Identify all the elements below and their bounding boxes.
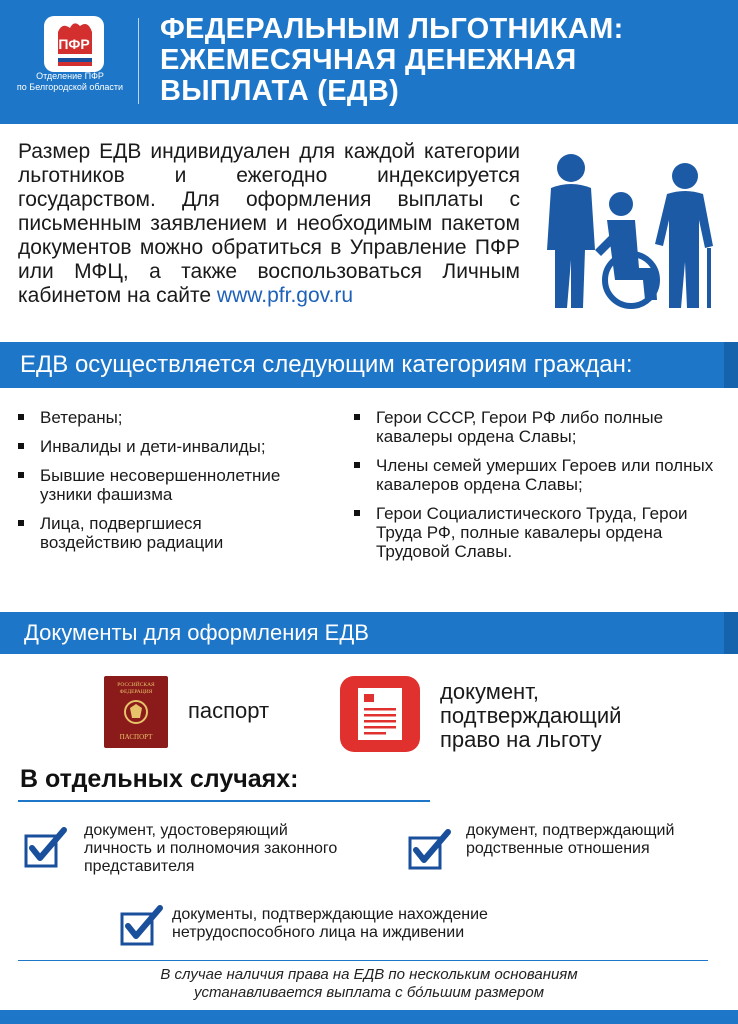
footer-note xyxy=(0,966,738,1002)
bullet-square-icon xyxy=(18,443,24,449)
categories-heading: ЕДВ осуществляется следующим категориям граждан: xyxy=(20,351,633,378)
passport-cover-bottom: ПАСПОРТ xyxy=(119,733,153,741)
checkbox-checked-icon xyxy=(24,826,72,870)
list-item-text: Лица, подвергшиеся воздействию радиации xyxy=(40,514,224,552)
logo-caption-line1: Отделение ПФР xyxy=(36,71,104,81)
passport-image xyxy=(104,676,168,748)
checkbox-checked-icon xyxy=(408,828,456,872)
documents-heading: Документы для оформления ЕДВ xyxy=(24,620,369,645)
list-item-text: Герои Социалистического Труда, Герои Труда РФ, полные кавалеры ордена Трудовой Славы. xyxy=(376,504,688,561)
bullet-square-icon xyxy=(18,520,24,526)
passport-cover-line1: РОССИЙСКАЯ xyxy=(117,682,155,688)
checkbox-checked-icon xyxy=(120,904,168,948)
passport-icon xyxy=(104,676,168,748)
list-item-text: Члены семей умерших Героев или полных кавалеров ордена Славы; xyxy=(376,456,714,494)
passport-label: паспорт xyxy=(188,698,270,723)
list-item xyxy=(14,514,290,552)
list-item-text: Ветераны; xyxy=(40,408,123,427)
privilege-document-image xyxy=(340,676,420,752)
page-title xyxy=(160,14,720,107)
document-icon xyxy=(340,676,420,752)
bullet-square-icon xyxy=(18,472,24,478)
people-with-wheelchair-icon xyxy=(535,150,720,310)
band-shade xyxy=(724,612,738,654)
band-shade xyxy=(724,342,738,388)
title-line-2: ЕЖЕМЕСЯЧНАЯ ДЕНЕЖНАЯ xyxy=(160,44,577,76)
intro-paragraph xyxy=(18,140,520,308)
intro-text: Размер ЕДВ индивидуален для каждой категории льготников и ежегодно индексируется государством. Для оформления выплаты с письменным заявлением и необходимым пакетом документов можно обратиться в Управление ПФР или МФЦ, а также воспользоваться Личным кабинетом на сайте xyxy=(18,140,520,307)
footer-bar xyxy=(0,1010,738,1024)
logo-caption-line2: по Белгородской области xyxy=(16,82,124,92)
list-item xyxy=(350,408,720,446)
bullet-square-icon xyxy=(354,414,360,420)
list-item-text: Бывшие несовершеннолетние узники фашизма xyxy=(40,466,281,504)
pfr-logo xyxy=(18,12,130,112)
people-illustration xyxy=(535,150,720,310)
bullet-square-icon xyxy=(18,414,24,420)
list-item-text: Инвалиды и дети-инвалиды; xyxy=(40,437,266,456)
case-2-text: документ, подтверждающий родственные отношения xyxy=(466,822,675,857)
bullet-square-icon xyxy=(354,510,360,516)
list-item-text: Герои СССР, Герои РФ либо полные кавалеры ордена Славы; xyxy=(376,408,664,446)
list-item xyxy=(14,437,334,456)
footer-note-line2: устанавливается выплата с бо́льшим размером xyxy=(194,984,544,1001)
list-item xyxy=(350,504,696,561)
case-3-text: документы, подтверждающие нахождение нетрудоспособного лица на иждивении xyxy=(172,906,488,941)
list-item xyxy=(350,456,720,494)
logo-text: ПФР xyxy=(58,36,90,52)
privilege-document-label: документ, подтверждающий право на льготу xyxy=(440,679,622,752)
title-line-1: ФЕДЕРАЛЬНЫМ ЛЬГОТНИКАМ: xyxy=(160,13,624,45)
pfr-website-link[interactable]: www.pfr.gov.ru xyxy=(216,284,354,307)
special-cases-heading: В отдельных случаях: xyxy=(20,765,299,793)
footer-note-line1: В случае наличия права на ЕДВ по нескольким основаниям xyxy=(160,966,578,983)
passport-cover-line2: ФЕДЕРАЦИЯ xyxy=(119,689,153,695)
title-line-3: ВЫПЛАТА (ЕДВ) xyxy=(160,75,400,107)
footer-divider xyxy=(18,960,708,961)
bullet-square-icon xyxy=(354,462,360,468)
categories-list-right xyxy=(350,408,720,571)
list-item xyxy=(14,466,310,504)
logo-caption xyxy=(6,71,134,93)
special-cases-underline xyxy=(18,800,430,802)
list-item xyxy=(14,408,334,427)
case-1-text: документ, удостоверяющий личность и полномочия законного представителя xyxy=(84,822,338,875)
header-divider xyxy=(138,18,139,104)
categories-list-left xyxy=(14,408,334,562)
